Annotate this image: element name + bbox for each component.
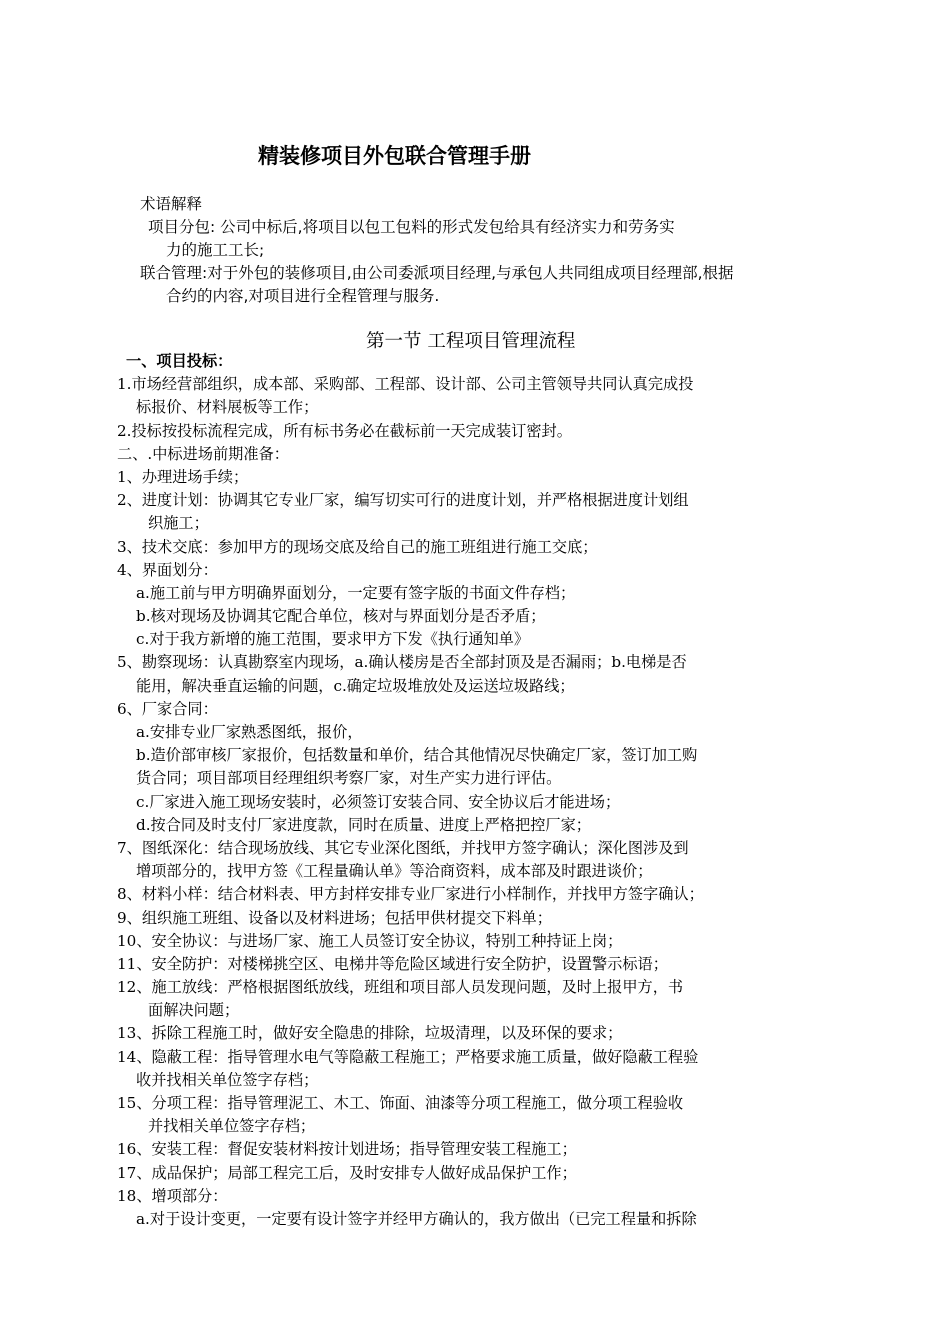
term-project-subcontract-line1: 项目分包: 公司中标后,将项目以包工包料的形式发包给具有经济实力和劳务实 (148, 218, 675, 236)
paragraph-line: 4、界面划分： (117, 560, 218, 579)
term-project-subcontract-line2: 力的施工工长; (166, 241, 265, 259)
sub-item-line: c.厂家进入施工现场安装时，必须签订安装合同、安全协议后才能进场； (136, 792, 621, 811)
paragraph-line: 13、拆除工程施工时，做好安全隐患的排除，垃圾清理，以及环保的要求； (117, 1024, 623, 1043)
paragraph-line: 10、安全协议：与进场厂家、施工人员签订安全协议，特别工种持证上岗； (117, 931, 623, 950)
section-title: 第一节 工程项目管理流程 (366, 331, 576, 352)
paragraph-line: 9、组织施工班组、设备以及材料进场；包括甲供材提交下料单； (117, 908, 552, 927)
sub-item-line: c.对于我方新增的施工范围，要求甲方下发《执行通知单》 (136, 630, 530, 649)
paragraph-line: 增项部分的，找甲方签《工程量确认单》等洽商资料，成本部及时跟进谈价； (136, 862, 653, 881)
sub-item-line: a.施工前与甲方明确界面划分，一定要有签字版的书面文件存档； (136, 583, 576, 602)
paragraph-line: 2.投标按投标流程完成，所有标书务必在截标前一天完成装订密封。 (117, 421, 572, 440)
paragraph-line: 18、增项部分： (117, 1186, 228, 1205)
paragraph-line: 15、分项工程：指导管理泥工、木工、饰面、油漆等分项工程施工，做分项工程验收 (117, 1094, 684, 1112)
sub-item-line: b.造价部审核厂家报价，包括数量和单价，结合其他情况尽快确定厂家，签订加工购 (136, 746, 698, 765)
term-joint-management-line1: 联合管理:对于外包的装修项目,由公司委派项目经理,与承包人共同组成项目经理部,根据 (140, 264, 734, 282)
paragraph-line: 能用，解决垂直运输的问题，c.确定垃圾堆放处及运送垃圾路线； (136, 676, 575, 695)
paragraph-line: 5、勘察现场：认真勘察室内现场，a.确认楼房是否全部封顶及是否漏雨；b.电梯是否 (117, 653, 687, 672)
paragraph-line: 8、材料小样：结合材料表、甲方封样安排专业厂家进行小样制作，并找甲方签字确认； (117, 885, 704, 904)
paragraph-line: 16、安装工程：督促安装材料按计划进场；指导管理安装工程施工； (117, 1140, 577, 1159)
paragraph-line: 织施工； (148, 514, 209, 533)
term-joint-management-line2: 合约的内容,对项目进行全程管理与服务. (166, 287, 440, 305)
paragraph-line: 17、成品保护；局部工程完工后，及时安排专人做好成品保护工作； (117, 1163, 577, 1182)
paragraph-line: 12、施工放线：严格根据图纸放线，班组和项目部人员发现问题，及时上报甲方，书 (117, 978, 684, 997)
paragraph-line: 并找相关单位签字存档； (148, 1117, 316, 1136)
paragraph-line: 收并找相关单位签字存档； (136, 1070, 319, 1089)
heading-bidding: 一、项目投标： (126, 352, 233, 370)
sub-item-line: d.按合同及时支付厂家进度款，同时在质量、进度上严格把控厂家； (136, 815, 591, 834)
sub-item-line: b.核对现场及协调其它配合单位，核对与界面划分是否矛盾； (136, 607, 546, 626)
sub-item-line: 货合同；项目部项目经理组织考察厂家，对生产实力进行评估。 (136, 769, 562, 788)
paragraph-line: 1、办理进场手续； (117, 467, 249, 486)
paragraph-line: 6、厂家合同： (117, 699, 218, 718)
paragraph-line: 7、图纸深化：结合现场放线、其它专业深化图纸，并找甲方签字确认；深化图涉及到 (117, 838, 689, 857)
paragraph-line: 3、技术交底：参加甲方的现场交底及给自己的施工班组进行施工交底； (117, 537, 598, 556)
paragraph-line: 2、进度计划：协调其它专业厂家，编写切实可行的进度计划，并严格根据进度计划组 (117, 491, 689, 510)
sub-item-line: a.对于设计变更，一定要有设计签字并经甲方确认的，我方做出（已完工程量和拆除 (136, 1209, 697, 1228)
paragraph-line: 14、隐蔽工程：指导管理水电气等隐蔽工程施工；严格要求施工质量，做好隐蔽工程验 (117, 1047, 699, 1066)
heading-preparation: 二、.中标进场前期准备： (117, 444, 289, 463)
sub-item-line: a.安排专业厂家熟悉图纸，报价， (136, 723, 363, 741)
paragraph-line: 11、安全防护：对楼梯挑空区、电梯井等危险区域进行安全防护，设置警示标语； (117, 954, 668, 973)
terms-heading: 术语解释 (140, 195, 203, 213)
paragraph-line: 1.市场经营部组织，成本部、采购部、工程部、设计部、公司主管领导共同认真完成投 (117, 375, 694, 394)
document-body (0, 350, 950, 1231)
document-title: 精装修项目外包联合管理手册 (258, 144, 531, 168)
paragraph-line: 标报价、材料展板等工作； (136, 398, 319, 417)
paragraph-line: 面解决问题； (148, 1001, 240, 1020)
